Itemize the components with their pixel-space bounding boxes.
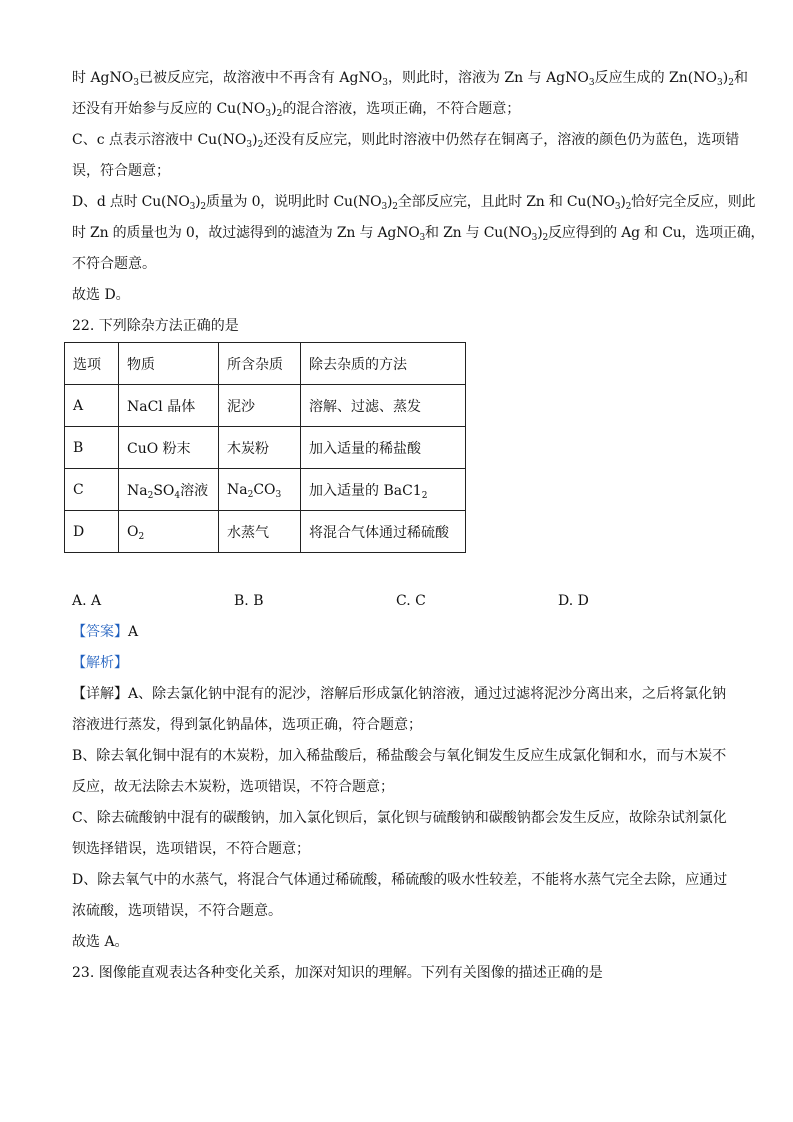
table-header-cell: 所含杂质	[219, 343, 301, 385]
text-line: 时 AgNO$_3$已被反应完，故溶液中不再含有 AgNO$_3$，则此时，溶液为 Zn 与 AgNO$_3$反应生成的 $Zn(NO_3)_2$和	[72, 70, 748, 88]
table-row	[65, 469, 466, 511]
table-cell: CuO 粉末	[119, 427, 219, 469]
table-cell: NaCl 晶体	[119, 385, 219, 427]
table-row	[65, 427, 466, 469]
options-table	[64, 342, 466, 553]
table-cell: A	[65, 385, 119, 427]
table-cell: 加入适量的稀盐酸	[301, 427, 466, 469]
table-cell: $Na_2CO_3$	[219, 469, 301, 511]
text-line: 不符合题意。	[72, 256, 156, 272]
text-line: 误，符合题意；	[72, 163, 170, 179]
question-stem: 22. 下列除杂方法正确的是	[72, 318, 239, 334]
detail-label: 【详解】	[72, 686, 128, 702]
question-stem: 23. 图像能直观表达各种变化关系，加深对知识的理解。下列有关图像的描述正确的是	[72, 965, 603, 981]
table-cell: D	[65, 511, 119, 553]
text-line: C、c 点表示溶液中 $Cu(NO_3)_2$还没有反应完，则此时溶液中仍然存在铜离子，溶液的颜色仍为蓝色，选项错	[72, 132, 740, 150]
text-line: 故选 D。	[72, 287, 130, 303]
answer-label: 【答案】	[72, 624, 128, 640]
text-line: D、除去氧气中的水蒸气，将混合气体通过稀硫酸，稀硫酸的吸水性较差，不能将水蒸气完全去除，应通过	[72, 872, 728, 888]
answer-value: A	[128, 624, 139, 640]
table-header-cell: 选项	[65, 343, 119, 385]
table-header-cell: 除去杂质的方法	[301, 343, 466, 385]
table-cell: $O_2$	[119, 511, 219, 553]
text-line: 溶液进行蒸发，得到氯化钠晶体，选项正确，符合题意；	[72, 717, 422, 733]
text-line: 反应，故无法除去木炭粉，选项错误，不符合题意；	[72, 779, 394, 795]
choice-a: A. A	[72, 593, 102, 609]
table-cell: 加入适量的 $BaC1_2$	[301, 469, 466, 511]
text-line: B、除去氧化铜中混有的木炭粉，加入稀盐酸后，稀盐酸会与氧化铜发生反应生成氯化铜和水，而与木炭不	[72, 748, 727, 764]
text-line: 还没有开始参与反应的 $Cu(NO_3)_2$的混合溶液，选项正确，不符合题意；	[72, 101, 521, 119]
table-header-cell: 物质	[119, 343, 219, 385]
choice-b: B. B	[234, 593, 264, 609]
table-cell: 泥沙	[219, 385, 301, 427]
text-line: 钡选择错误，选项错误，不符合题意；	[72, 841, 310, 857]
table-cell: 木炭粉	[219, 427, 301, 469]
text-line: D、d 点时 $Cu(NO_3)_2$质量为 0，说明此时 $Cu(NO_3)_2$全部反应完，且此时 Zn 和 $Cu(NO_3)_2$恰好完全反应，则此	[72, 194, 756, 212]
table-row	[65, 511, 466, 553]
table-cell: B	[65, 427, 119, 469]
table-cell: 将混合气体通过稀硫酸	[301, 511, 466, 553]
choice-d: D. D	[558, 593, 589, 609]
text-line: 【详解】A、除去氯化钠中混有的泥沙，溶解后形成氯化钠溶液，通过过滤将泥沙分离出来，之后将氯化钠	[72, 686, 727, 702]
table-header-row	[65, 343, 466, 385]
table-cell: C	[65, 469, 119, 511]
text-line: 时 Zn 的质量也为 0，故过滤得到的滤渣为 Zn 与 AgNO$_3$和 Zn 与 $Cu(NO_3)_2$反应得到的 Ag 和 Cu，选项正确，	[72, 225, 765, 243]
table-cell: $Na_2SO_4$溶液	[119, 469, 219, 511]
table-cell: 水蒸气	[219, 511, 301, 553]
text-line: 故选 A。	[72, 934, 129, 950]
analysis-label: 【解析】	[72, 655, 128, 671]
choice-c: C. C	[396, 593, 426, 609]
table-row	[65, 385, 466, 427]
text-line: 浓硫酸，选项错误，不符合题意。	[72, 903, 282, 919]
answer-line	[72, 622, 724, 642]
text-line: C、除去硫酸钠中混有的碳酸钠，加入氯化钡后，氯化钡与硫酸钠和碳酸钠都会发生反应，故除杂试剂氯化	[72, 810, 727, 826]
table-cell: 溶解、过滤、蒸发	[301, 385, 466, 427]
